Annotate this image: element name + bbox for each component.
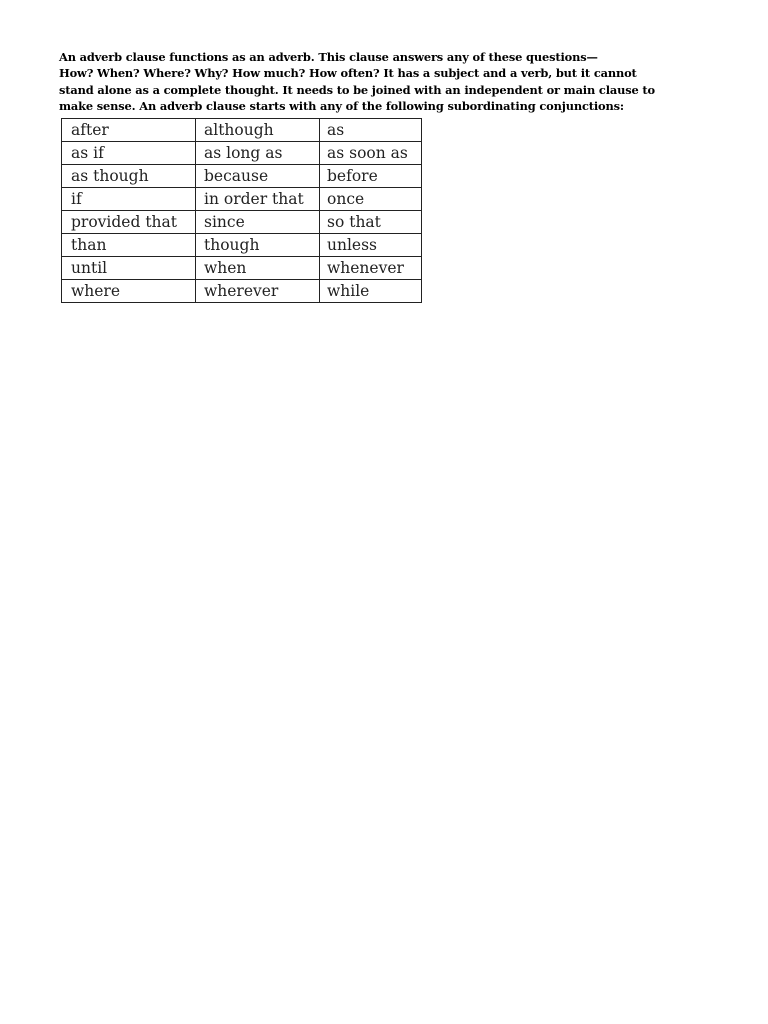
intro-line: How? When? Where? Why? How much? How often? It has a subject and a verb, but it cannot (59, 66, 637, 81)
table-cell: as long as (196, 142, 320, 165)
table-cell: where (62, 280, 196, 303)
table-cell: before (320, 165, 422, 188)
table-cell: if (62, 188, 196, 211)
table-cell: wherever (196, 280, 320, 303)
conjunctions-table (61, 118, 422, 303)
table-cell: after (62, 119, 196, 142)
table-row (62, 165, 422, 188)
intro-line: make sense. An adverb clause starts with any of the following subordinating conjunctions: (59, 99, 624, 114)
table-cell: while (320, 280, 422, 303)
table-row (62, 119, 422, 142)
table-row (62, 234, 422, 257)
table-cell: provided that (62, 211, 196, 234)
table-cell: once (320, 188, 422, 211)
table-row (62, 188, 422, 211)
intro-paragraph (59, 49, 699, 115)
table-cell: because (196, 165, 320, 188)
table-row (62, 142, 422, 165)
table-cell: whenever (320, 257, 422, 280)
table-cell: when (196, 257, 320, 280)
table-cell: although (196, 119, 320, 142)
table-row (62, 280, 422, 303)
table-cell: since (196, 211, 320, 234)
intro-line: stand alone as a complete thought. It needs to be joined with an independent or main clause to (59, 82, 655, 97)
table-cell: until (62, 257, 196, 280)
table-row (62, 211, 422, 234)
table-cell: so that (320, 211, 422, 234)
table-cell: though (196, 234, 320, 257)
table-cell: as though (62, 165, 196, 188)
intro-line: An adverb clause functions as an adverb. This clause answers any of these questions— (59, 50, 598, 64)
table-cell: as soon as (320, 142, 422, 165)
table-cell: as (320, 119, 422, 142)
table-cell: unless (320, 234, 422, 257)
table-cell: as if (62, 142, 196, 165)
table-cell: than (62, 234, 196, 257)
table-cell: in order that (196, 188, 320, 211)
table-row (62, 257, 422, 280)
